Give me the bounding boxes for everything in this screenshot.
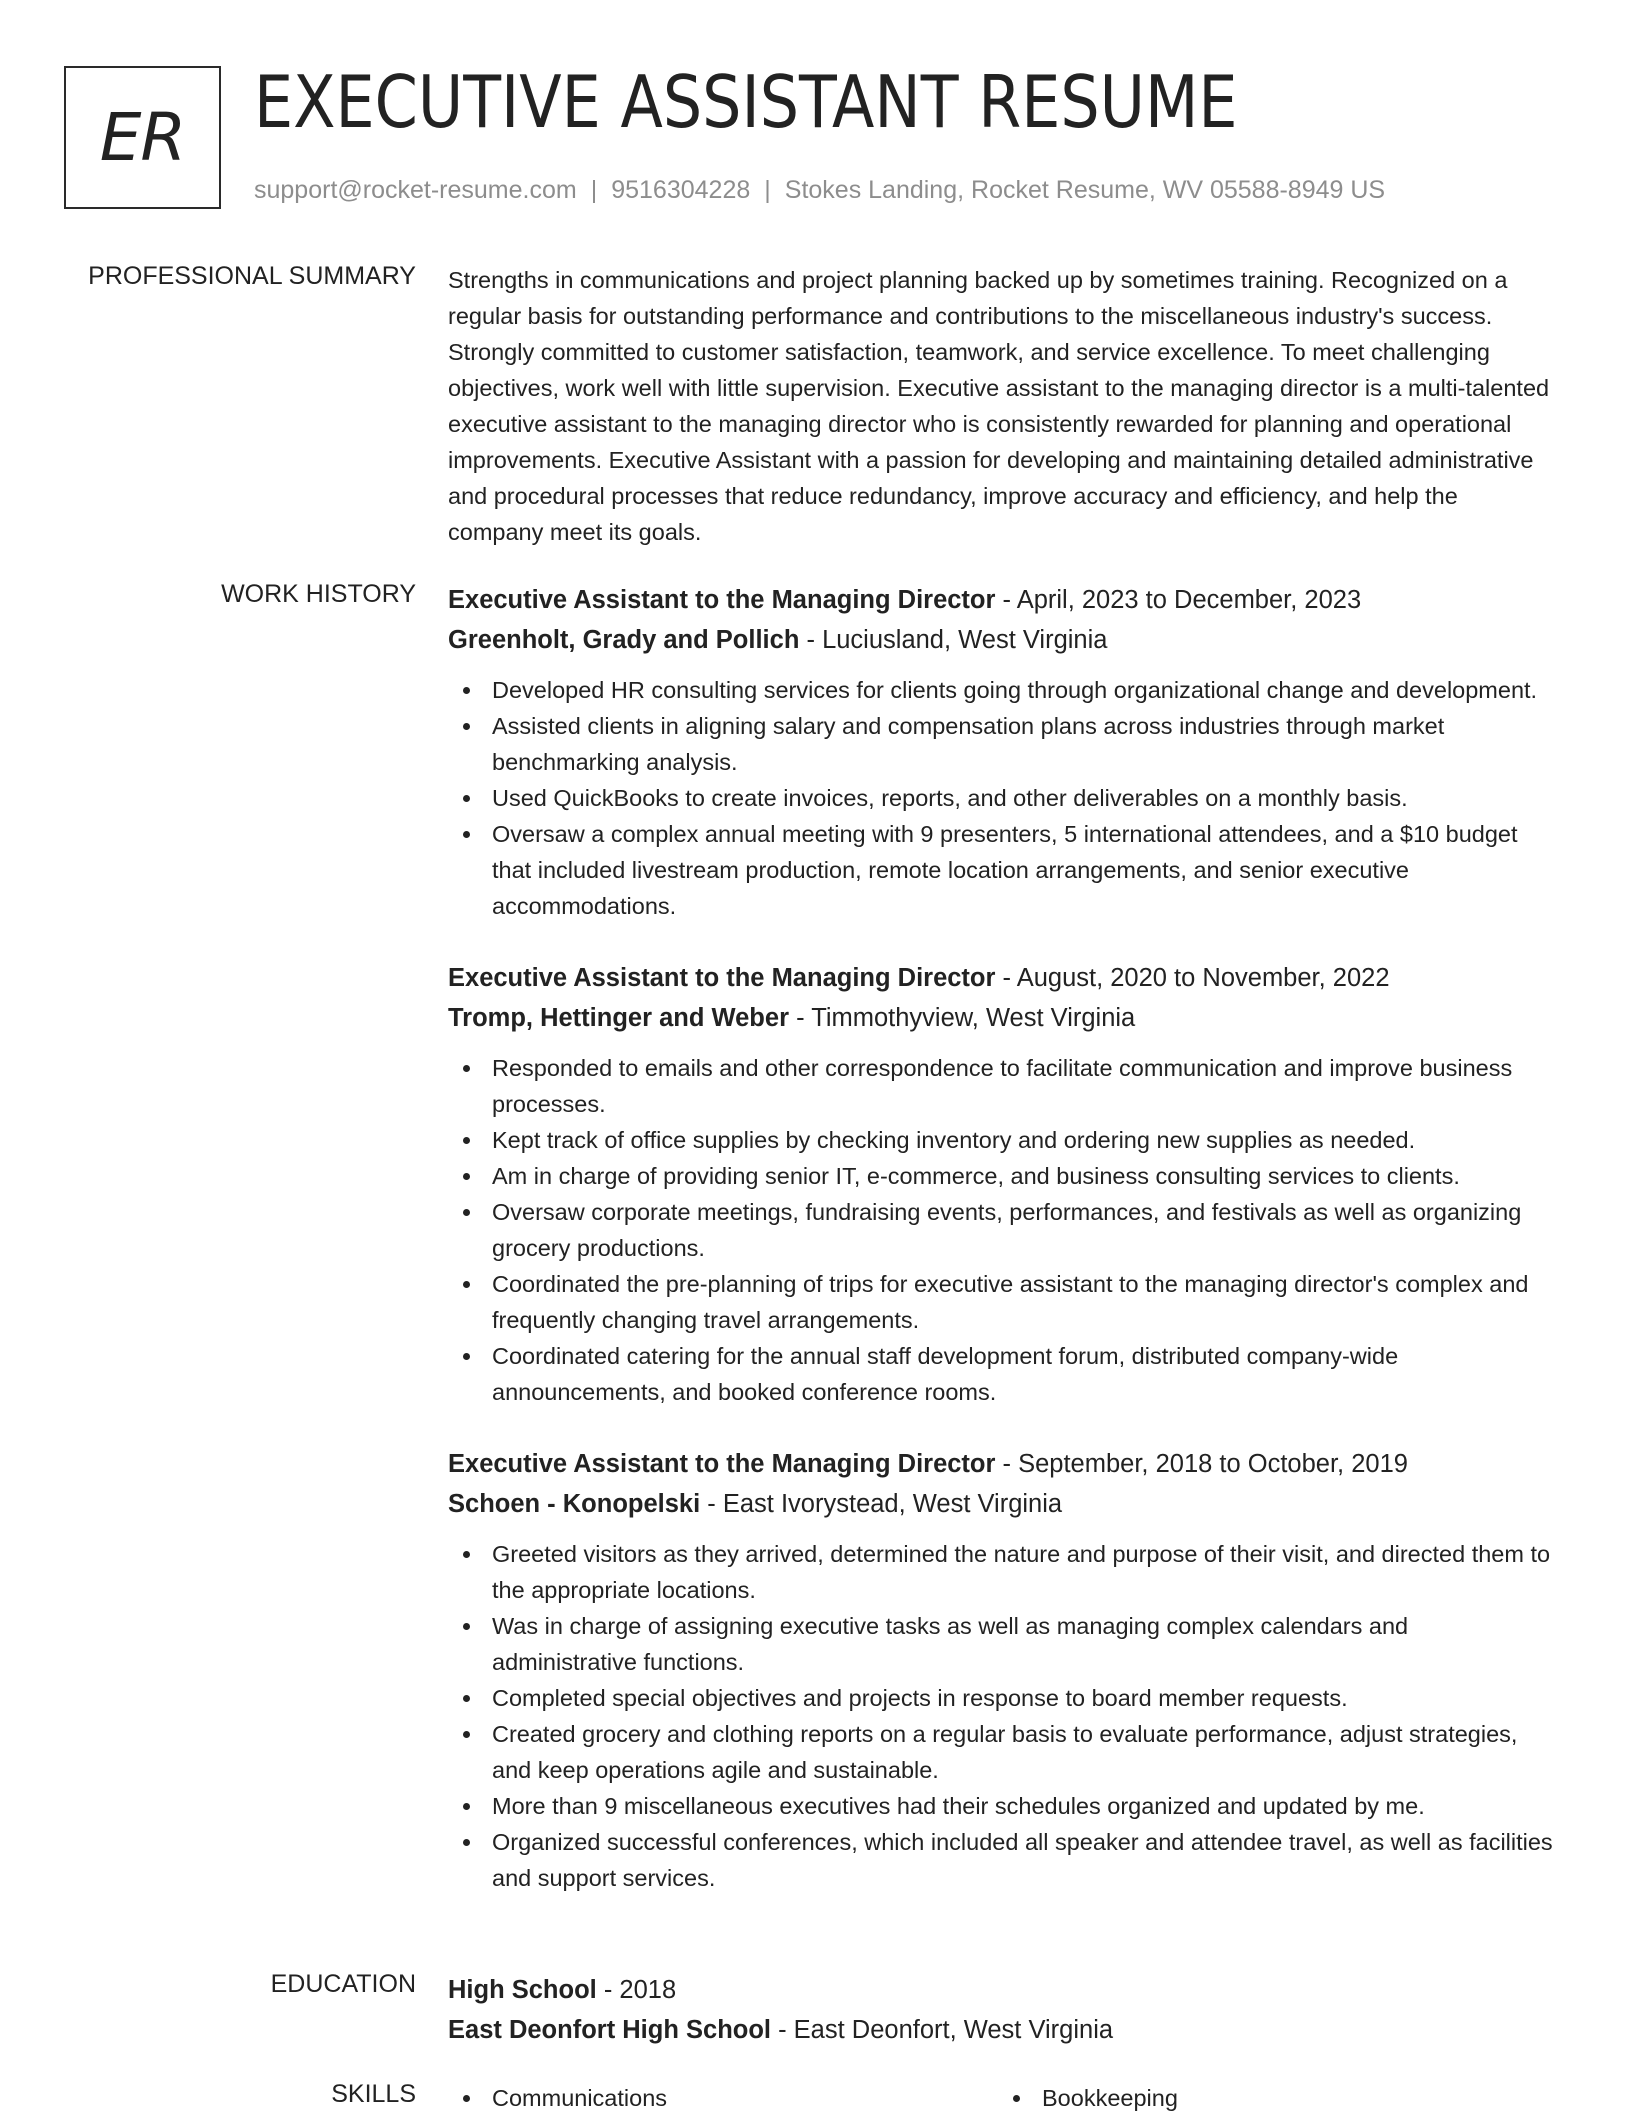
education-entry	[448, 1970, 1556, 2050]
job-bullet: Was in charge of assigning executive tasks as well as managing complex calendars and administrative functions.	[448, 1608, 1556, 1680]
job-bullet: Coordinated the pre-planning of trips for executive assistant to the managing director's complex and frequently changing travel arrangements.	[448, 1266, 1556, 1338]
contact-phone[interactable]: 9516304228	[611, 176, 751, 204]
education-school: East Deonfort High School	[448, 2016, 772, 2044]
education-school-line	[448, 2010, 1556, 2050]
resume-title: EXECUTIVE ASSISTANT RESUME	[254, 60, 1238, 144]
skills-column-1	[448, 2080, 998, 2112]
job-title: Executive Assistant to the Managing Director	[448, 964, 996, 992]
contact-email[interactable]: support@rocket-resume.com	[254, 176, 577, 204]
summary-text: Strengths in communications and project planning backed up by sometimes training. Recognized on a regular basis for outstanding performance and contributions to the miscellaneous industry's success. Strongly committed to customer satisfaction, teamwork, and service excellence. To meet challenging objectives, work well with little supervision. Executive assistant to the managing director is a multi-talented executive assistant to the managing director who is consistently rewarded for planning and operational improvements. Executive Assistant with a passion for developing and maintaining detailed administrative and procedural processes that reduce redundancy, improve accuracy and efficiency, and help the company meet its goals.	[448, 267, 1550, 545]
job-entry	[448, 580, 1556, 924]
section-label-work: WORK HISTORY	[221, 580, 416, 608]
education-year: - 2018	[596, 1976, 677, 2004]
job-company: Schoen - Konopelski	[448, 1490, 701, 1518]
skill-item: Bookkeeping	[998, 2080, 1548, 2112]
job-bullet-list	[448, 672, 1556, 924]
job-bullet: Greeted visitors as they arrived, determined the nature and purpose of their visit, and directed them to the appropriate locations.	[448, 1536, 1556, 1608]
job-bullet-list	[448, 1050, 1556, 1410]
job-location: - Timmothyview, West Virginia	[789, 1004, 1136, 1032]
job-bullet: Completed special objectives and projects in response to board member requests.	[448, 1680, 1556, 1716]
skill-item: Communications	[448, 2080, 998, 2112]
work-history-list	[448, 580, 1556, 1930]
job-bullet: Created grocery and clothing reports on a regular basis to evaluate performance, adjust strategies, and keep operations agile and sustainable.	[448, 1716, 1556, 1788]
contact-separator: |	[764, 176, 771, 204]
resume-header	[64, 60, 1584, 211]
section-label-summary: PROFESSIONAL SUMMARY	[88, 262, 416, 290]
education-location: - East Deonfort, West Virginia	[771, 2016, 1114, 2044]
job-company: Tromp, Hettinger and Weber	[448, 1004, 789, 1032]
education-degree-line	[448, 1970, 1556, 2010]
job-title: Executive Assistant to the Managing Director	[448, 1450, 996, 1478]
job-bullet: More than 9 miscellaneous executives had their schedules organized and updated by me.	[448, 1788, 1556, 1824]
job-entry	[448, 1444, 1556, 1896]
job-bullet: Responded to emails and other correspondence to facilitate communication and improve business processes.	[448, 1050, 1556, 1122]
job-dates: - September, 2018 to October, 2019	[995, 1450, 1408, 1478]
job-bullet: Used QuickBooks to create invoices, reports, and other deliverables on a monthly basis.	[448, 780, 1556, 816]
monogram-box	[64, 66, 221, 209]
contact-address: Stokes Landing, Rocket Resume, WV 05588-8949 US	[784, 176, 1386, 204]
job-company: Greenholt, Grady and Pollich	[448, 626, 800, 654]
job-company-line	[448, 620, 1556, 660]
job-bullet: Oversaw a complex annual meeting with 9 presenters, 5 international attendees, and a $10 budget that included livestream production, remote location arrangements, and senior executive accommodations.	[448, 816, 1556, 924]
job-location: - East Ivorystead, West Virginia	[700, 1490, 1063, 1518]
section-label-skills: SKILLS	[331, 2080, 416, 2108]
job-title: Executive Assistant to the Managing Director	[448, 586, 996, 614]
monogram-initials: ER	[99, 99, 186, 176]
contact-line	[254, 176, 1385, 205]
job-location: - Luciusland, West Virginia	[799, 626, 1108, 654]
job-bullet: Coordinated catering for the annual staff development forum, distributed company-wide announcements, and booked conference rooms.	[448, 1338, 1556, 1410]
job-bullet: Organized successful conferences, which included all speaker and attendee travel, as well as facilities and support services.	[448, 1824, 1556, 1896]
job-title-line	[448, 958, 1556, 998]
job-bullet: Oversaw corporate meetings, fundraising events, performances, and festivals as well as organizing grocery productions.	[448, 1194, 1556, 1266]
job-title-line	[448, 580, 1556, 620]
skills-column-2	[998, 2080, 1548, 2112]
job-company-line	[448, 998, 1556, 1038]
job-company-line	[448, 1484, 1556, 1524]
job-bullet: Assisted clients in aligning salary and compensation plans across industries through market benchmarking analysis.	[448, 708, 1556, 780]
job-dates: - August, 2020 to November, 2022	[995, 964, 1390, 992]
job-bullet: Developed HR consulting services for clients going through organizational change and development.	[448, 672, 1556, 708]
skills-list	[448, 2080, 1556, 2112]
job-bullet: Kept track of office supplies by checking inventory and ordering new supplies as needed.	[448, 1122, 1556, 1158]
job-bullet-list	[448, 1536, 1556, 1896]
job-entry	[448, 958, 1556, 1410]
job-title-line	[448, 1444, 1556, 1484]
section-label-education: EDUCATION	[270, 1970, 416, 1998]
contact-separator: |	[590, 176, 598, 204]
job-dates: - April, 2023 to December, 2023	[995, 586, 1362, 614]
education-degree: High School	[448, 1976, 597, 2004]
job-bullet: Am in charge of providing senior IT, e-commerce, and business consulting services to clients.	[448, 1158, 1556, 1194]
